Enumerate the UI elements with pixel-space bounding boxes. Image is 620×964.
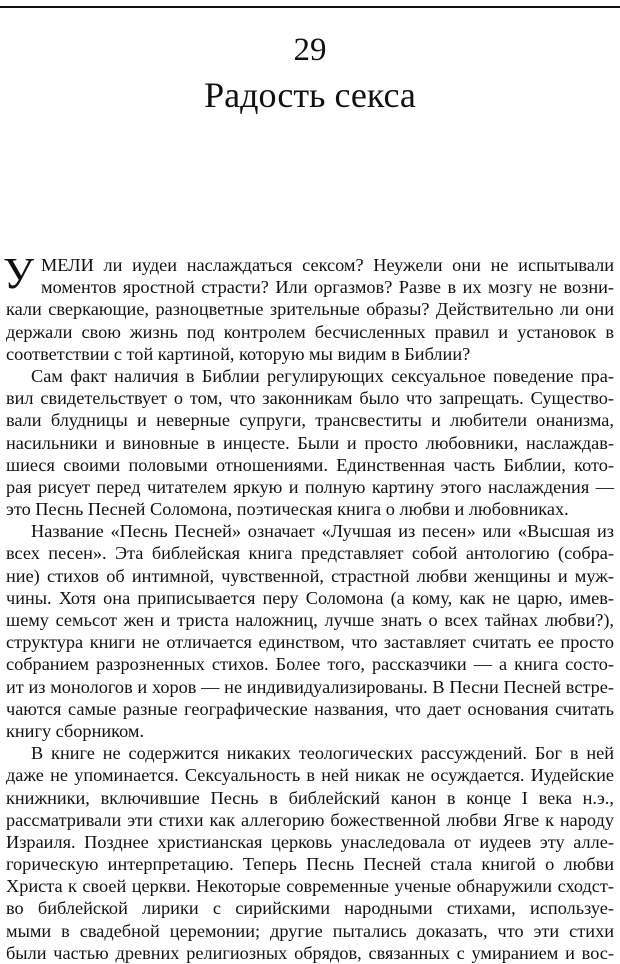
text-line: всех песен». Эта библейская книга представляет собой антологию (собра- <box>6 543 614 564</box>
text-line: во библейской лирики с сирийскими народными стихами, используе- <box>6 898 614 919</box>
chapter-title: Радость секса <box>204 75 416 115</box>
text-line: структура книги не отличается единством, что заставляет считать ее просто <box>6 632 614 653</box>
text-line: кали сверкающие, разноцветные зрительные образы? Действительно ли они <box>6 299 614 320</box>
text-line: ит из монологов и хоров — не индивидуализированы. В Песни Песней встре- <box>6 676 614 697</box>
text-line: чаются самые разные географические названия, что дает основания считать <box>6 698 614 719</box>
top-rule <box>0 6 620 8</box>
text-line: шему семьсот жен и триста наложниц, лучше знать о всех тайнах любви?), <box>6 610 614 630</box>
text-line: собранием разрозненных стихов. Более того, рассказчики — а книга состо- <box>6 654 614 675</box>
body-text <box>3 249 614 964</box>
chapter-number: 29 <box>293 32 327 68</box>
text-line: ние) стихов об интимной, чувственной, страстной любви женщины и муж- <box>6 565 614 586</box>
text-line: Сам факт наличия в Библии регулирующих сексуальное поведение пра- <box>31 365 614 386</box>
text-line: это Песнь Песней Соломона, поэтическая книга о любви и любовниках. <box>6 499 569 520</box>
text-line-content: МЕЛИ ли иудеи наслаждаться сексом? Неужели они не испытывали <box>41 255 614 275</box>
text-line: Христа к своей церкви. Некоторые современные ученые обнаружили сходст- <box>6 876 614 897</box>
text-line: насильники и виновные в инцесте. Были и просто любовники, наслаждав- <box>6 432 614 453</box>
text-line: даже не упоминается. Сексуальность в ней никак не осуждается. Иудейские <box>6 765 614 786</box>
text-line: моментов яростной страсти? Или оргазмов? Разве в их мозгу не возни- <box>41 277 614 298</box>
text-line: книгу сборником. <box>6 720 145 741</box>
text-line: рассматривали эти стихи как аллегорию божественной любви Ягве к народу <box>6 809 614 830</box>
text-line: Название «Песнь Песней» означает «Лучшая из песен» или «Высшая из <box>31 521 614 542</box>
text-line: соответствии с той картиной, которую мы видим в Библии? <box>6 343 471 364</box>
text-line: рая рисует перед читателем яркую и полную картину этого наслаждения — <box>6 476 614 497</box>
text-line: шиеся своими половыми отношениями. Единственная часть Библии, кото- <box>6 454 614 475</box>
text-line: чины. Хотя она приписывается перу Соломона (а кому, как не царю, имев- <box>6 587 614 608</box>
text-line: В книге не содержится никаких теологических рассуждений. Бог в ней <box>31 743 614 764</box>
text-line: были частью древних религиозных обрядов, связанных с умиранием и вос- <box>6 942 614 963</box>
text-line: вил свидетельствует о том, что законникам было что запрещать. Существо- <box>6 388 614 409</box>
drop-cap: У <box>3 249 35 298</box>
text-line: мыми в свадебной церемонии; другие пытались доказать, что эти стихи <box>6 920 614 941</box>
text-line: держали свою жизнь под контролем бесчисленных правил и установок в <box>6 321 614 342</box>
text-line: горическую интерпретацию. Теперь Песнь Песней стала книгой о любви <box>6 854 614 875</box>
text-line: Израиля. Позднее христианская церковь унаследовала от иудеев эту алле- <box>6 831 614 852</box>
text-line: вали блудницы и неверные супруги, трансвеститы и любители онанизма, <box>6 410 614 431</box>
text-line: книжники, включившие Песнь в библейский канон в конце I века н.э., <box>6 787 614 808</box>
